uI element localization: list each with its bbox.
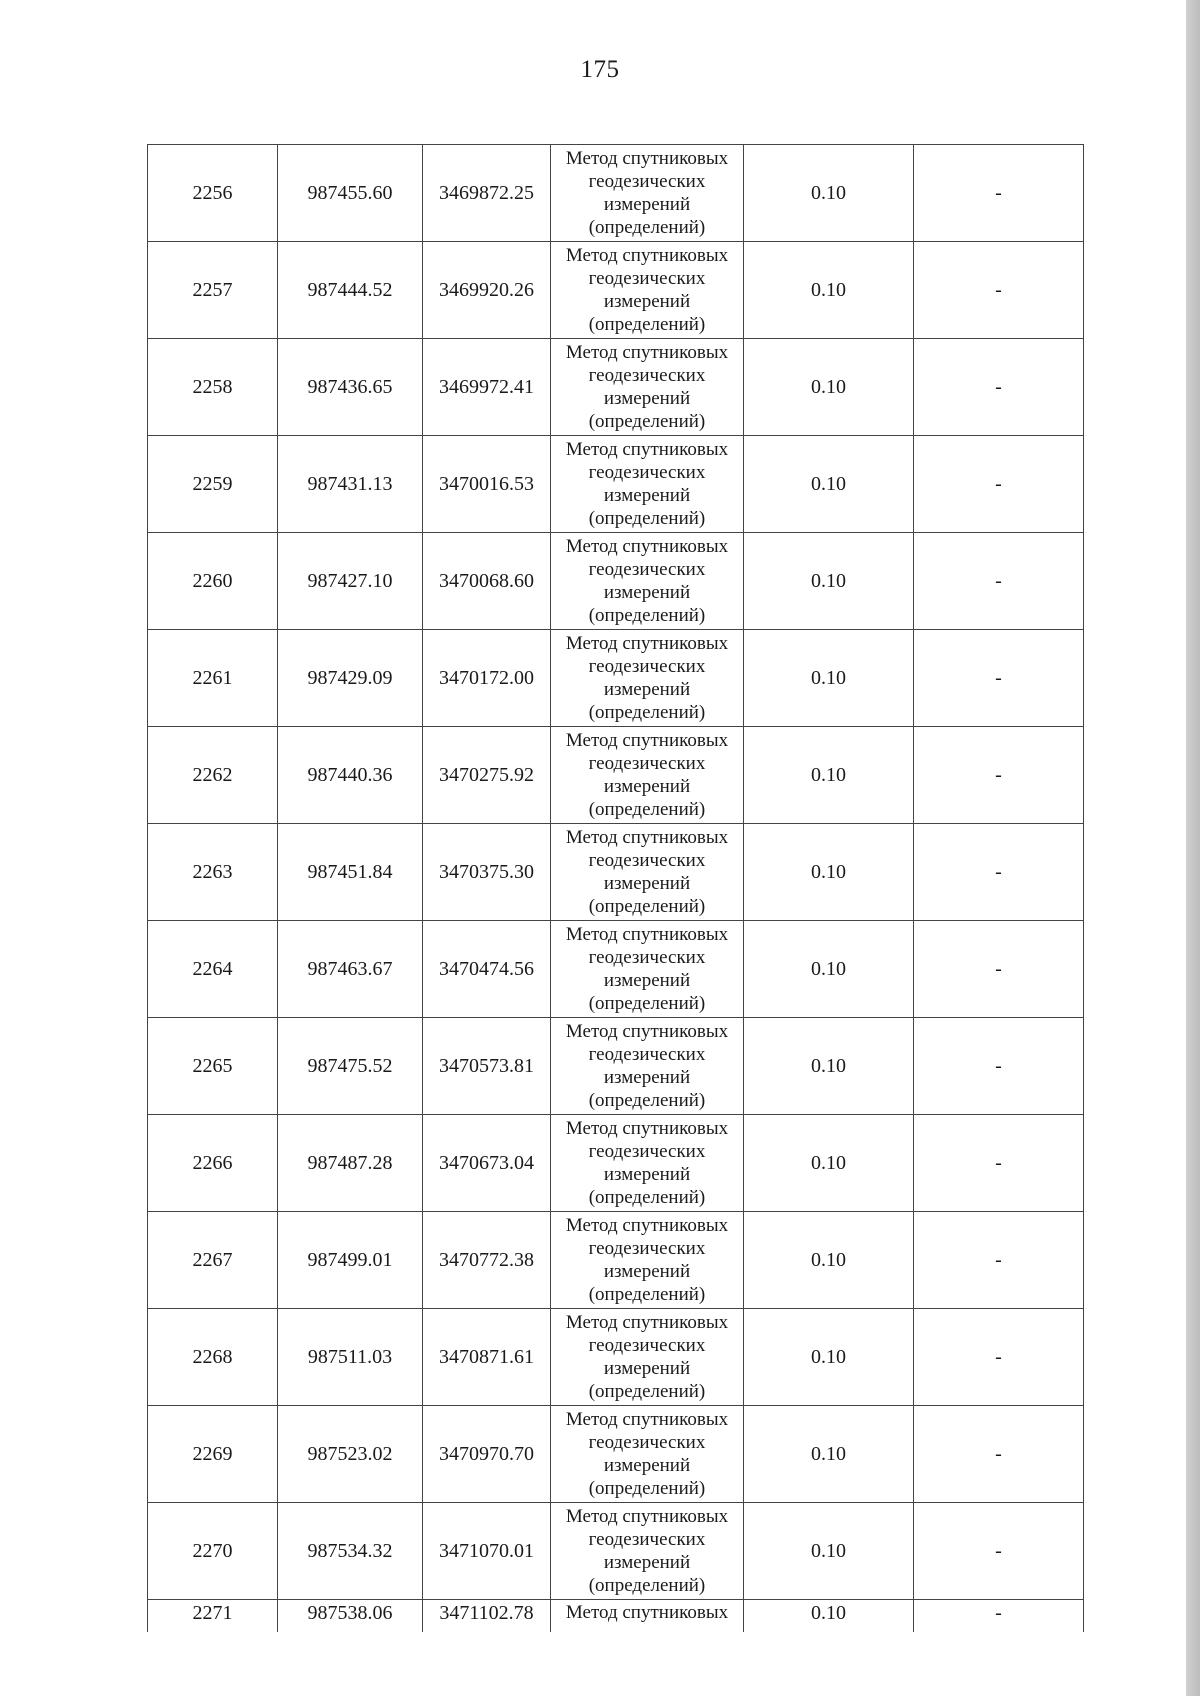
table-row bbox=[148, 1503, 1084, 1600]
table-row bbox=[148, 727, 1084, 824]
scan-edge-shadow bbox=[1186, 0, 1200, 1696]
point-number-cell: 2260 bbox=[148, 533, 278, 630]
method-line: измерений bbox=[603, 194, 691, 215]
note-cell: - bbox=[914, 1309, 1084, 1406]
method-line: геодезических bbox=[588, 656, 706, 677]
method-line: геодезических bbox=[588, 268, 706, 289]
x-coordinate-cell: 987436.65 bbox=[278, 339, 423, 436]
accuracy-cell: 0.10 bbox=[744, 921, 914, 1018]
method-line: геодезических bbox=[588, 1044, 706, 1065]
method-line: (определений) bbox=[588, 411, 706, 432]
y-coordinate-cell: 3470970.70 bbox=[423, 1406, 551, 1503]
point-number-cell: 2259 bbox=[148, 436, 278, 533]
x-coordinate-cell: 987475.52 bbox=[278, 1018, 423, 1115]
accuracy-cell: 0.10 bbox=[744, 1600, 914, 1632]
y-coordinate-cell: 3470573.81 bbox=[423, 1018, 551, 1115]
method-line: (определений) bbox=[588, 1284, 706, 1305]
accuracy-cell: 0.10 bbox=[744, 242, 914, 339]
method-line: геодезических bbox=[588, 947, 706, 968]
point-number-cell: 2265 bbox=[148, 1018, 278, 1115]
x-coordinate-cell: 987431.13 bbox=[278, 436, 423, 533]
page-number: 175 bbox=[580, 56, 620, 83]
method-cell bbox=[551, 145, 744, 242]
y-coordinate-cell: 3470172.00 bbox=[423, 630, 551, 727]
method-line: геодезических bbox=[588, 171, 706, 192]
method-line: (определений) bbox=[588, 702, 706, 723]
point-number-cell: 2258 bbox=[148, 339, 278, 436]
accuracy-cell: 0.10 bbox=[744, 630, 914, 727]
accuracy-cell: 0.10 bbox=[744, 436, 914, 533]
accuracy-cell: 0.10 bbox=[744, 533, 914, 630]
table-row bbox=[148, 339, 1084, 436]
method-line: (определений) bbox=[588, 1478, 706, 1499]
note-cell: - bbox=[914, 1018, 1084, 1115]
point-number-cell: 2263 bbox=[148, 824, 278, 921]
note-cell: - bbox=[914, 1600, 1084, 1632]
method-line: Метод спутниковых bbox=[565, 1409, 729, 1430]
accuracy-cell: 0.10 bbox=[744, 1503, 914, 1600]
note-cell: - bbox=[914, 630, 1084, 727]
method-cell bbox=[551, 1309, 744, 1406]
x-coordinate-cell: 987487.28 bbox=[278, 1115, 423, 1212]
accuracy-cell: 0.10 bbox=[744, 145, 914, 242]
point-number-cell: 2261 bbox=[148, 630, 278, 727]
method-line: Метод спутниковых bbox=[565, 1021, 729, 1042]
method-line: геодезических bbox=[588, 1141, 706, 1162]
method-line: Метод спутниковых bbox=[565, 1506, 729, 1527]
method-line: измерений bbox=[603, 1067, 691, 1088]
method-line: измерений bbox=[603, 1358, 691, 1379]
y-coordinate-cell: 3469872.25 bbox=[423, 145, 551, 242]
method-line: (определений) bbox=[588, 217, 706, 238]
method-line: (определений) bbox=[588, 1187, 706, 1208]
accuracy-cell: 0.10 bbox=[744, 1309, 914, 1406]
note-cell: - bbox=[914, 242, 1084, 339]
x-coordinate-cell: 987463.67 bbox=[278, 921, 423, 1018]
table-row bbox=[148, 533, 1084, 630]
point-number-cell: 2266 bbox=[148, 1115, 278, 1212]
x-coordinate-cell: 987427.10 bbox=[278, 533, 423, 630]
method-cell bbox=[551, 1115, 744, 1212]
method-line: (определений) bbox=[588, 1381, 706, 1402]
method-cell bbox=[551, 1406, 744, 1503]
method-cell bbox=[551, 921, 744, 1018]
method-line: Метод спутниковых bbox=[565, 1602, 729, 1623]
method-line: (определений) bbox=[588, 799, 706, 820]
method-line: Метод спутниковых bbox=[565, 536, 729, 557]
method-cell bbox=[551, 727, 744, 824]
point-number-cell: 2262 bbox=[148, 727, 278, 824]
table-row bbox=[148, 824, 1084, 921]
table-row bbox=[148, 1309, 1084, 1406]
y-coordinate-cell: 3470474.56 bbox=[423, 921, 551, 1018]
point-number-cell: 2269 bbox=[148, 1406, 278, 1503]
x-coordinate-cell: 987440.36 bbox=[278, 727, 423, 824]
method-line: Метод спутниковых bbox=[565, 827, 729, 848]
method-line: геодезических bbox=[588, 850, 706, 871]
table-row bbox=[148, 145, 1084, 242]
method-line: измерений bbox=[603, 485, 691, 506]
coordinates-table bbox=[147, 144, 1084, 1632]
method-line: (определений) bbox=[588, 314, 706, 335]
method-line: измерений bbox=[603, 1455, 691, 1476]
note-cell: - bbox=[914, 1115, 1084, 1212]
note-cell: - bbox=[914, 145, 1084, 242]
note-cell: - bbox=[914, 1212, 1084, 1309]
accuracy-cell: 0.10 bbox=[744, 1018, 914, 1115]
method-line: (определений) bbox=[588, 1090, 706, 1111]
x-coordinate-cell: 987444.52 bbox=[278, 242, 423, 339]
note-cell: - bbox=[914, 1406, 1084, 1503]
method-cell bbox=[551, 1018, 744, 1115]
method-line: Метод спутниковых bbox=[565, 245, 729, 266]
accuracy-cell: 0.10 bbox=[744, 824, 914, 921]
method-line: измерений bbox=[603, 970, 691, 991]
method-line: измерений bbox=[603, 1552, 691, 1573]
method-line: Метод спутниковых bbox=[565, 633, 729, 654]
method-cell bbox=[551, 1212, 744, 1309]
method-cell bbox=[551, 1600, 744, 1632]
note-cell: - bbox=[914, 921, 1084, 1018]
table-row bbox=[148, 921, 1084, 1018]
x-coordinate-cell: 987511.03 bbox=[278, 1309, 423, 1406]
point-number-cell: 2264 bbox=[148, 921, 278, 1018]
method-line: измерений bbox=[603, 1164, 691, 1185]
method-line: геодезических bbox=[588, 753, 706, 774]
method-line: (определений) bbox=[588, 896, 706, 917]
method-line: Метод спутниковых bbox=[565, 439, 729, 460]
method-line: измерений bbox=[603, 388, 691, 409]
table-row bbox=[148, 1018, 1084, 1115]
note-cell: - bbox=[914, 339, 1084, 436]
method-line: геодезических bbox=[588, 1335, 706, 1356]
method-line: измерений bbox=[603, 1261, 691, 1282]
x-coordinate-cell: 987451.84 bbox=[278, 824, 423, 921]
note-cell: - bbox=[914, 824, 1084, 921]
coordinates-table-body bbox=[148, 145, 1084, 1632]
accuracy-cell: 0.10 bbox=[744, 727, 914, 824]
y-coordinate-cell: 3470375.30 bbox=[423, 824, 551, 921]
table-row bbox=[148, 436, 1084, 533]
method-cell bbox=[551, 824, 744, 921]
note-cell: - bbox=[914, 1503, 1084, 1600]
x-coordinate-cell: 987429.09 bbox=[278, 630, 423, 727]
y-coordinate-cell: 3470871.61 bbox=[423, 1309, 551, 1406]
point-number-cell: 2270 bbox=[148, 1503, 278, 1600]
table-row bbox=[148, 242, 1084, 339]
method-line: геодезических bbox=[588, 365, 706, 386]
table-row bbox=[148, 1115, 1084, 1212]
method-line: геодезических bbox=[588, 462, 706, 483]
point-number-cell: 2256 bbox=[148, 145, 278, 242]
method-cell bbox=[551, 533, 744, 630]
y-coordinate-cell: 3470068.60 bbox=[423, 533, 551, 630]
y-coordinate-cell: 3469972.41 bbox=[423, 339, 551, 436]
method-line: геодезических bbox=[588, 1238, 706, 1259]
method-line: геодезических bbox=[588, 1529, 706, 1550]
method-cell bbox=[551, 339, 744, 436]
table-row bbox=[148, 630, 1084, 727]
point-number-cell: 2267 bbox=[148, 1212, 278, 1309]
method-line: (определений) bbox=[588, 1575, 706, 1596]
accuracy-cell: 0.10 bbox=[744, 1115, 914, 1212]
point-number-cell: 2271 bbox=[148, 1600, 278, 1632]
y-coordinate-cell: 3471070.01 bbox=[423, 1503, 551, 1600]
note-cell: - bbox=[914, 436, 1084, 533]
method-line: Метод спутниковых bbox=[565, 148, 729, 169]
method-line: Метод спутниковых bbox=[565, 924, 729, 945]
x-coordinate-cell: 987538.06 bbox=[278, 1600, 423, 1632]
method-cell bbox=[551, 1503, 744, 1600]
method-line: Метод спутниковых bbox=[565, 1215, 729, 1236]
method-line: Метод спутниковых bbox=[565, 342, 729, 363]
y-coordinate-cell: 3470275.92 bbox=[423, 727, 551, 824]
accuracy-cell: 0.10 bbox=[744, 1212, 914, 1309]
method-line: измерений bbox=[603, 679, 691, 700]
x-coordinate-cell: 987455.60 bbox=[278, 145, 423, 242]
table-row bbox=[148, 1406, 1084, 1503]
method-cell bbox=[551, 242, 744, 339]
method-line: (определений) bbox=[588, 993, 706, 1014]
method-line: Метод спутниковых bbox=[565, 1312, 729, 1333]
method-line: геодезических bbox=[588, 1432, 706, 1453]
method-line: измерений bbox=[603, 582, 691, 603]
accuracy-cell: 0.10 bbox=[744, 1406, 914, 1503]
method-cell bbox=[551, 630, 744, 727]
note-cell: - bbox=[914, 533, 1084, 630]
point-number-cell: 2257 bbox=[148, 242, 278, 339]
method-line: Метод спутниковых bbox=[565, 730, 729, 751]
y-coordinate-cell: 3470673.04 bbox=[423, 1115, 551, 1212]
method-line: измерений bbox=[603, 291, 691, 312]
method-line: (определений) bbox=[588, 508, 706, 529]
x-coordinate-cell: 987499.01 bbox=[278, 1212, 423, 1309]
table-row bbox=[148, 1212, 1084, 1309]
table-row bbox=[148, 1600, 1084, 1632]
method-line: (определений) bbox=[588, 605, 706, 626]
method-line: измерений bbox=[603, 776, 691, 797]
point-number-cell: 2268 bbox=[148, 1309, 278, 1406]
y-coordinate-cell: 3471102.78 bbox=[423, 1600, 551, 1632]
y-coordinate-cell: 3469920.26 bbox=[423, 242, 551, 339]
y-coordinate-cell: 3470016.53 bbox=[423, 436, 551, 533]
method-line: измерений bbox=[603, 873, 691, 894]
x-coordinate-cell: 987534.32 bbox=[278, 1503, 423, 1600]
method-cell bbox=[551, 436, 744, 533]
y-coordinate-cell: 3470772.38 bbox=[423, 1212, 551, 1309]
x-coordinate-cell: 987523.02 bbox=[278, 1406, 423, 1503]
note-cell: - bbox=[914, 727, 1084, 824]
method-line: геодезических bbox=[588, 559, 706, 580]
accuracy-cell: 0.10 bbox=[744, 339, 914, 436]
method-line: Метод спутниковых bbox=[565, 1118, 729, 1139]
